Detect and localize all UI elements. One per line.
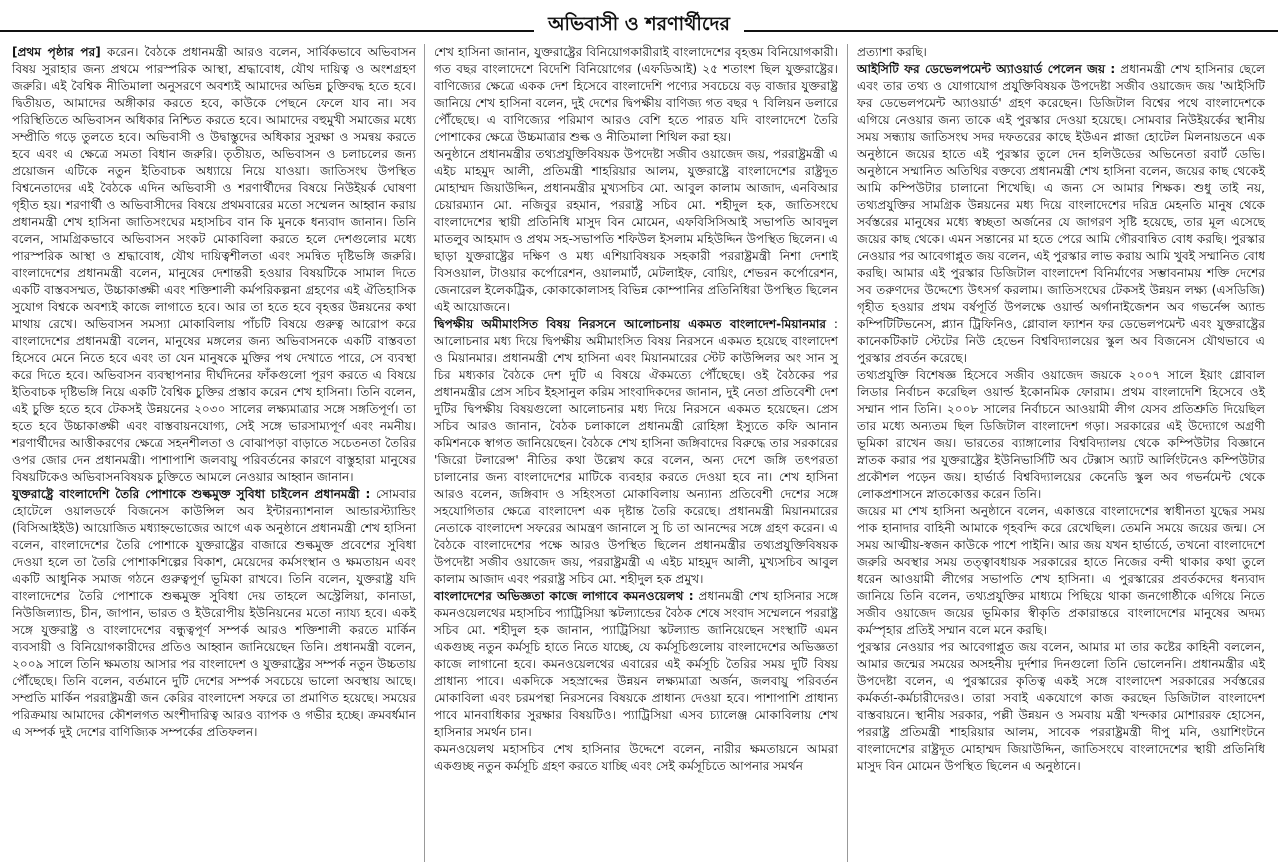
subheading: বাংলাদেশের অভিজ্ঞতা কাজে লাগাবে কমনওয়েলথ : xyxy=(434,589,694,603)
paragraph-text: অনুষ্ঠানে প্রধানমন্ত্রীর তথ্যপ্রযুক্তিবিষয়ক উপদেষ্টা সজীব ওয়াজেদ জয়, পররাষ্ট্রমন্ত্রী এ এইচ মাহমুদ আলী, প্রতিমন্ত্রী শাহরিয়ার আলম, যুক্তরাষ্ট্রে বাংলাদেশের রাষ্ট্রদূত মোহাম্মদ জিয়াউদ্দিন, প্রধানমন্ত্রীর মুখ্যসচিব মো. আবুল কালাম আজাদ, এনবিআর চেয়ারম্যান মো. নজিবুর রহমান, পররাষ্ট্র সচিব মো. শহীদুল হক, জাতিসংঘে বাংলাদেশের স্থায়ী প্রতিনিধি মাসুদ বিন মোমেন, এফবিসিসিআই সভাপতি আবদুল মাতলুব আহমাদ ও প্রথম সহ-সভাপতি শফিউল ইসলাম মহিউদ্দিন উপস্থিত ছিলেন। এ ছাড়া যুক্তরাষ্ট্রের দক্ষিণ ও মধ্য এশিয়াবিষয়ক সহকারী পররাষ্ট্রমন্ত্রী নিশা দেশাই বিসওয়াল, টাওয়ার কর্পোরেশন, ওয়ালমার্ট, মেটলাইফ, বোয়িং, শেভরন কর্পোরেশন, জেনারেল ইলেকট্রিক, কোকাকোলাসহ বিভিন্ন কোম্পানির প্রতিনিধিরা উপস্থিত ছিলেন এই আয়োজনে। xyxy=(434,147,838,314)
column-2 xyxy=(432,44,840,862)
section-header xyxy=(0,8,1278,40)
paragraph-text: করেন। বৈঠকে প্রধানমন্ত্রী আরও বলেন, সার্বিকভাবে অভিবাসন বিষয় সুরাহার জন্য প্রথমে পারস্পরিক আস্থা, শ্রদ্ধাবোধ, যৌথ দায়িত্ব ও অংশগ্রহণ জরুরি। এই বৈশ্বিক নীতিমালা অনুসরণে অবশ্যই আমাদের অভিন্ন চুক্তিবদ্ধ হতে হবে। দ্বিতীয়ত, আমাদের অঙ্গীকার করতে হবে, কাউকে পেছনে ফেলে যাব না। সব পরিস্থিতিতে অভিবাসন অধিকার নিশ্চিত করতে হবে। আমাদের বহুমুখী সমাজের মধ্যে সম্প্রীতি গড়ে তুলতে হবে। অভিবাসী ও উদ্বাস্তুদের অধিকার সুরক্ষা ও সমন্বয় করতে হবে এবং এ ক্ষেত্রে সমতা বিধান জরুরি। তৃতীয়ত, অভিবাসন ও চলাচলের জন্য প্রয়োজন এটিকে নতুন ইতিবাচক অধ্যায়ে নিয়ে যাওয়া। জাতিসংঘ উপস্থিত বিশ্বনেতাদের এই বৈঠকে এদিন অভিবাসী ও শরণার্থীদের বিষয়ে নিউইয়র্ক ঘোষণা গৃহীত হয়। শরণার্থী ও অভিবাসীদের বিষয়ে প্রথমবারের মতো সম্মেলন আহ্বান করায় প্রধানমন্ত্রী শেখ হাসিনা জাতিসংঘের মহাসচিব বান কি মুনকে ধন্যবাদ জানান। তিনি বলেন, সামগ্রিকভাবে অভিবাসন সংকট মোকাবিলা করতে হলে দেশগুলোর মধ্যে পারস্পরিক আস্থা ও শ্রদ্ধাবোধ, যৌথ দায়িত্বশীলতা এবং সমন্বিত দৃষ্টিভঙ্গি জরুরি। বাংলাদেশের প্রধানমন্ত্রী বলেন, মানুষের দেশান্তরী হওয়ার বিষয়টিকে সামাল দিতে একটি বাস্তবসম্মত, উচ্চাকাঙ্ক্ষী এবং শক্তিশালী কর্মপরিকল্পনা গ্রহণের এই ঐতিহাসিক সুযোগ বিশ্বকে অবশ্যই কাজে লাগাতে হবে। আর তা হতে হবে বৃহত্তর উন্নয়নের কথা মাথায় রেখে। অভিবাসন সমস্যা মোকাবিলায় পাঁচটি বিষয়ে গুরুত্ব আরোপ করে বাংলাদেশের প্রধানমন্ত্রী বলেন, মানুষের মঙ্গলের জন্য অভিবাসনকে একটি বাস্তবতা হিসেবে মেনে নিতে হবে এবং তা যেন মানুষকে মুক্তির পথ দেখাতে পারে, সে ব্যবস্থা করে দিতে হবে। অভিবাসন ব্যবস্থাপনার দীর্ঘদিনের ফাঁকগুলো পূরণ করতে এ বিষয়ে ইতিবাচক দৃষ্টিভঙ্গি নিয়ে একটি বৈশ্বিক চুক্তির প্রস্তাব করেন শেখ হাসিনা। তিনি বলেন, এই চুক্তি হতে হবে টেকসই উন্নয়নের ২০৩০ সালের লক্ষ্যমাত্রার সঙ্গে সঙ্গতিপূর্ণ। তা হতে হবে উচ্চাকাঙ্ক্ষী এবং বাস্তবায়নযোগ্য, সেই সঙ্গে ভারসাম্যপূর্ণ এবং নমনীয়। শরণার্থীদের আত্তীকরণের ক্ষেত্রে সহনশীলতা ও বোঝাপড়া বাড়াতে সচেতনতা তৈরির ওপর জোর দেন প্রধানমন্ত্রী। পাশাপাশি জলবায়ু পরিবর্তনের কারণে বাস্তুহারা মানুষের বিষয়টিকেও অভিবাসনবিষয়ক চুক্তিতে আমলে নেওয়ার আহ্বান জানান। xyxy=(12,45,416,484)
continued-from-label: [প্রথম পৃষ্ঠার পর] xyxy=(12,45,101,59)
paragraph-text: সোমবার হোটেলে ওয়ালডর্ফে বিজনেস কাউন্সিল অব ইন্টারন্যাশনাল আন্ডারস্ট্যান্ডিং (বিসিআইইউ) আয়োজিত মধ্যাহ্নভোজের আগে এক অনুষ্ঠানে প্রধানমন্ত্রী শেখ হাসিনা বলেন, বাংলাদেশের তৈরি পোশাকে যুক্তরাষ্ট্রের বাজারে শুল্কমুক্ত প্রবেশের সুবিধা দেওয়া হলে তা তৈরি পোশাকশিল্পের বিকাশ, মেয়েদের কর্মসংস্থান ও ক্ষমতায়ন এবং একটি আধুনিক সমাজ গঠনে গুরুত্বপূর্ণ ভূমিকা রাখবে। তিনি বলেন, যুক্তরাষ্ট্র যদি বাংলাদেশের তৈরি পোশাকে শুল্কমুক্ত সুবিধা দেয় তাহলে অস্ট্রেলিয়া, কানাডা, নিউজিল্যান্ড, চীন, জাপান, ভারত ও ইউরোপীয় ইউনিয়নের মতো ন্যায্য হবে। একই সঙ্গে যুক্তরাষ্ট্র ও বাংলাদেশের বন্ধুত্বপূর্ণ সম্পর্ক আরও শক্তিশালী করতে মার্কিন ব্যবসায়ী ও বিনিয়োগকারীদের প্রতিও আহ্বান জানিয়েছেন তিনি। প্রধানমন্ত্রী বলেন, ২০০৯ সালে তিনি ক্ষমতায় আসার পর বাংলাদেশ ও যুক্তরাষ্ট্রের সম্পর্ক নতুন উচ্চতায় পৌঁছেছে। তিনি বলেন, বর্তমানে দুটি দেশের সম্পর্ক সবচেয়ে ভালো অবস্থায় আছে। সম্প্রতি মার্কিন পররাষ্ট্রমন্ত্রী জন কেরির বাংলাদেশ সফরে তা প্রমাণিত হয়েছে। সময়ের পরিক্রমায় আমাদের কৌশলগত অংশীদারিত্ব আরও ব্যাপক ও গভীর হচ্ছে। ক্রমবর্ধমান এ সম্পর্ক দুই দেশের বাণিজ্যিক সম্পর্কের প্রতিফলন। xyxy=(12,487,417,739)
column-divider xyxy=(847,44,848,862)
paragraph-text: প্রধানমন্ত্রী শেখ হাসিনার ছেলে এবং তার তথ্য ও যোগাযোগ প্রযুক্তিবিষয়ক উপদেষ্টা সজীব ওয়াজেদ জয় 'আইসিটি ফর ডেভেলপমেন্ট অ্যাওয়ার্ড' গ্রহণ করেছেন। ডিজিটাল বিশ্বের পথে বাংলাদেশকে এগিয়ে নেওয়ার জন্য তাকে এই পুরস্কার দেওয়া হয়েছে। সোমবার নিউইয়র্কের স্থানীয় সময় সন্ধ্যায় জাতিসংঘ সদর দফতরের কাছে ইউএন প্লাজা হোটেল মিলনায়তনে এক অনুষ্ঠানে জয়ের হাতে এই পুরস্কার তুলে দেন হলিউডের অভিনেতা রবার্ট ডেভি। অনুষ্ঠানে সম্মানিত অতিথির বক্তব্যে প্রধানমন্ত্রী শেখ হাসিনা বলেন, জয়ের কাছ থেকেই আমি কম্পিউটার চালানো শিখেছি। এ জন্য সে আমার শিক্ষক। শুধু তাই নয়, তথ্যপ্রযুক্তির সামগ্রিক উন্নয়নের মধ্য দিয়ে বাংলাদেশের দরিদ্র মেহনতি মানুষ থেকে সর্বস্তরের মানুষের মধ্যে স্বচ্ছতা অর্জনের যে জাগরণ সৃষ্টি হয়েছে, তার মূল এসেছে জয়ের কাছ থেকে। এমন সন্তানের মা হতে পেরে আমি গৌরবান্বিত বোধ করছি। পুরস্কার নেওয়ার পর আবেগাপ্লুত জয় বলেন, এই পুরস্কার লাভ করায় আমি খুবই সম্মানিত বোধ করছি। আমার এই পুরস্কার ডিজিটাল বাংলাদেশ বিনির্মাণের সম্ভাবনাময় শক্তি দেশের সব তরুণদের উদ্দেশ্যে উৎসর্গ করলাম। জাতিসংঘের টেকসই উন্নয়ন লক্ষ্য (এসডিজি) গৃহীত হওয়ার প্রথম বর্ষপূর্তি উপলক্ষে ওয়ার্ল্ড অর্গানাইজেশন অব গভর্নেন্স অ্যান্ড কম্পিটিটিভনেস, প্ল্যান ট্রিফিনিও, গ্লোবাল ফ্যাশন ফর ডেভেলপমেন্ট এবং যুক্তরাষ্ট্রের কানেকটিকাট স্টেটের নিউ হেভেন বিশ্ববিদ্যালয়ের স্কুল অব বিজনেস যৌথভাবে এ পুরস্কার প্রবর্তন করেছে। xyxy=(857,62,1265,365)
subheading: আইসিটি ফর ডেভেলপমেন্ট অ্যাওয়ার্ড পেলেন জয় : xyxy=(857,62,1116,76)
paragraph-text: কমনওয়েলথ মহাসচিব শেখ হাসিনার উদ্দেশে বলেন, নারীর ক্ষমতায়নে আমরা একগুচ্ছ নতুন কর্মসূচি গ্রহণ করতে যাচ্ছি এবং সেই কর্মসূচিতে আপনার সমর্থন xyxy=(434,742,838,773)
paragraph-text: : আলোচনার মধ্য দিয়ে দ্বিপক্ষীয় অমীমাংসিত বিষয় নিরসনে একমত হয়েছে বাংলাদেশ ও মিয়ানমার। প্রধানমন্ত্রী শেখ হাসিনা এবং মিয়ানমারের স্টেট কাউন্সিলর অং সান সু চির মধ্যকার বৈঠকে দেশ দুটি এ বিষয়ে ঐকমত্যে পৌঁছেছে। ওই বৈঠকের পর প্রধানমন্ত্রীর প্রেস সচিব ইহসানুল করিম সাংবাদিকদের জানান, দুই নেতা প্রতিবেশী দেশ দুটির দ্বিপক্ষীয় বিষয়গুলো আলোচনার মধ্য দিয়ে নিরসনে একমত হয়েছেন। প্রেস সচিব আরও জানান, বৈঠক চলাকালে প্রধানমন্ত্রী রোহিঙ্গা ইস্যুতে কফি আনান কমিশনকে স্বাগত জানিয়েছেন। বৈঠকে শেখ হাসিনা জঙ্গিবাদের বিরুদ্ধে তার সরকারের 'জিরো টলারেন্স' নীতির কথা উল্লেখ করে বলেন, অন্য দেশে জঙ্গি তৎপরতা চালানোর জন্য বাংলাদেশের মাটিকে ব্যবহার করতে দেওয়া হবে না। শেখ হাসিনা আরও বলেন, জঙ্গিবাদ ও সহিংসতা মোকাবিলায় অন্যান্য প্রতিবেশী দেশের সঙ্গে সহযোগিতার ক্ষেত্রে বাংলাদেশ এক দৃষ্টান্ত তৈরি করেছে। প্রধানমন্ত্রী মিয়ানমারের নেতাকে বাংলাদেশ সফরের আমন্ত্রণ জানালে সু চি তা আনন্দের সঙ্গে গ্রহণ করেন। এ বৈঠকে বাংলাদেশের পক্ষে আরও উপস্থিত ছিলেন প্রধানমন্ত্রীর তথ্যপ্রযুক্তিবিষয়ক উপদেষ্টা সজীব ওয়াজেদ জয়, পররাষ্ট্রমন্ত্রী এ এইচ মাহমুদ আলী, মুখ্যসচিব আবুল কালাম আজাদ এবং পররাষ্ট্র সচিব মো. শহীদুল হক প্রমুখ। xyxy=(434,317,839,586)
section-title: অভিবাসী ও শরণার্থীদের xyxy=(534,13,744,35)
paragraph xyxy=(434,316,838,588)
paragraph xyxy=(434,588,838,741)
paragraph xyxy=(857,61,1265,367)
paragraph-text: প্রধানমন্ত্রী শেখ হাসিনার সঙ্গে কমনওয়েলথের মহাসচিব প্যাট্রিসিয়া স্কটল্যান্ডের বৈঠক শেষে সংবাদ সম্মেলনে পররাষ্ট্র সচিব মো. শহীদুল হক জানান, প্যাট্রিসিয়া স্কটল্যান্ড জানিয়েছেন সংস্থাটি এমন একগুচ্ছ নতুন কর্মসূচি হাতে নিতে যাচ্ছে, যে কর্মসূচিগুলোয় বাংলাদেশের অভিজ্ঞতা কাজে লাগানো হবে। কমনওয়েলথের এবারের এই কর্মসূচি তৈরির সময় দুটি বিষয় প্রাধান্য পাবে। একদিকে সহস্রাব্দের উন্নয়ন লক্ষ্যমাত্রা অর্জন, জলবায়ু পরিবর্তন মোকাবিলা এবং চরমপন্থা নিরসনের বিষয়কে প্রাধান্য দেওয়া হবে। পাশাপাশি প্রাধান্য পাবে মানবাধিকার সুরক্ষার বিষয়টিও। প্যাট্রিসিয়া এসব চ্যালেঞ্জ মোকাবিলায় শেখ হাসিনার সমর্থন চান। xyxy=(434,589,838,739)
paragraph xyxy=(12,44,416,486)
paragraph-text: পুরস্কার নেওয়ার পর আবেগাপ্লুত জয় বলেন, আমার মা তার কষ্টের কাহিনী বললেন, আমার জন্মের সময়ের অসহনীয় দুর্দশার দিনগুলো তিনি ভোলেননি। প্রধানমন্ত্রীর এই উপদেষ্টা বলেন, এ পুরস্কারের কৃতিত্ব একই সঙ্গে বাংলাদেশ সরকারের সর্বস্তরের কর্মকর্তা-কর্মচারীদেরও। তারা সবাই একযোগে কাজ করছেন ডিজিটাল বাংলাদেশ বাস্তবায়নে। স্থানীয় সরকার, পল্লী উন্নয়ন ও সমবায় মন্ত্রী খন্দকার মোশাররফ হোসেন, পররাষ্ট্র প্রতিমন্ত্রী শাহরিয়ার আলম, সাবেক পররাষ্ট্রমন্ত্রী দীপু মনি, ওয়াশিংটনে বাংলাদেশের রাষ্ট্রদূত মোহাম্মদ জিয়াউদ্দিন, জাতিসংঘে বাংলাদেশের স্থায়ী প্রতিনিধি মাসুদ বিন মোমেন উপস্থিত ছিলেন এ অনুষ্ঠানে। xyxy=(857,640,1265,773)
column-1 xyxy=(10,44,418,862)
paragraph xyxy=(12,486,416,741)
column-3 xyxy=(855,44,1267,862)
paragraph-text: তথ্যপ্রযুক্তি বিশেষজ্ঞ হিসেবে সজীব ওয়াজেদ জয়কে ২০০৭ সালে ইয়াং গ্লোবাল লিডার নির্বাচন করেছিল ওয়ার্ল্ড ইকোনমিক ফোরাম। প্রথম বাংলাদেশি হিসেবে ওই সম্মান পান তিনি। ২০০৮ সালের নির্বাচনে আওয়ামী লীগ যেসব প্রতিশ্রুতি দিয়েছিল তার মধ্যে অন্যতম ছিল ডিজিটাল বাংলাদেশ গড়া। সরকারের এই উদ্যোগে অগ্রণী ভূমিকা রাখেন জয়। ভারতের ব্যাঙ্গালোর বিশ্ববিদ্যালয় থেকে কম্পিউটার বিজ্ঞানে স্নাতক করার পর যুক্তরাষ্ট্রের ইউনিভার্সিটি অব টেক্সাস অ্যাট আর্লিংটনেও কম্পিউটার প্রকৌশল পড়েন জয়। হার্ভার্ড বিশ্ববিদ্যালয়ের কেনেডি স্কুল অব গভর্নমেন্ট থেকে লোকপ্রশাসনে স্নাতকোত্তর করেন তিনি। xyxy=(857,368,1265,501)
subheading: যুক্তরাষ্ট্রে বাংলাদেশি তৈরি পোশাকে শুল্কমুক্ত সুবিধা চাইলেন প্রধানমন্ত্রী : xyxy=(12,487,371,501)
subheading: দ্বিপক্ষীয় অমীমাংসিত বিষয় নিরসনে আলোচনায় একমত বাংলাদেশ-মিয়ানমার xyxy=(434,317,827,331)
paragraph-text: জয়ের মা শেখ হাসিনা অনুষ্ঠানে বলেন, একাত্তরে বাংলাদেশের স্বাধীনতা যুদ্ধের সময় পাক হানাদার বাহিনী আমাকে গৃহবন্দি করে রেখেছিল। তেমনি সময়ে জয়ের জন্ম। সে সময় আত্মীয়-স্বজন কাউকে পাশে পাইনি। আর জয় যখন হার্ভার্ডে, তখনো বাংলাদেশে জরুরি অবস্থার সময় তত্ত্বাবধায়ক সরকারের হাতে নিজের বন্দী থাকার কথা তুলে ধরেন আওয়ামী লীগের সভাপতি শেখ হাসিনা। এ পুরস্কারের প্রবর্তকদের ধন্যবাদ জানিয়ে তিনি বলেন, তথ্যপ্রযুক্তির মাধ্যমে পিছিয়ে থাকা জনগোষ্ঠীকে এগিয়ে নিতে সজীব ওয়াজেদ জয়ের ভূমিকার স্বীকৃতি প্রকারান্তরে বাংলাদেশের মানুষের অদম্য কর্মস্পৃহার প্রতিই সম্মান বলে মনে করছি। xyxy=(857,504,1265,637)
paragraph-text: শেখ হাসিনা জানান, যুক্তরাষ্ট্রের বিনিয়োগকারীরাই বাংলাদেশের বৃহত্তম বিনিয়োগকারী। গত বছর বাংলাদেশে বিদেশি বিনিয়োগের (এফডিআই) ২৫ শতাংশ ছিল যুক্তরাষ্ট্রের। বাণিজ্যের ক্ষেত্রে একক দেশ হিসেবে বাংলাদেশি পণ্যের সবচেয়ে বড় বাজার যুক্তরাষ্ট্র জানিয়ে শেখ হাসিনা বলেন, দুই দেশের দ্বিপক্ষীয় বাণিজ্য গত বছর ৭ বিলিয়ন ডলারে পৌঁছেছে। এ বাণিজ্যের পরিমাণ আরও বেশি হতে পারত যদি বাংলাদেশে তৈরি পোশাকের ক্ষেত্রে উচ্চমাত্রার শুল্ক ও নীতিমালা শিথিল করা হয়। xyxy=(434,45,838,144)
column-divider xyxy=(424,44,425,862)
paragraph-text: প্রত্যাশা করছি। xyxy=(857,45,927,59)
